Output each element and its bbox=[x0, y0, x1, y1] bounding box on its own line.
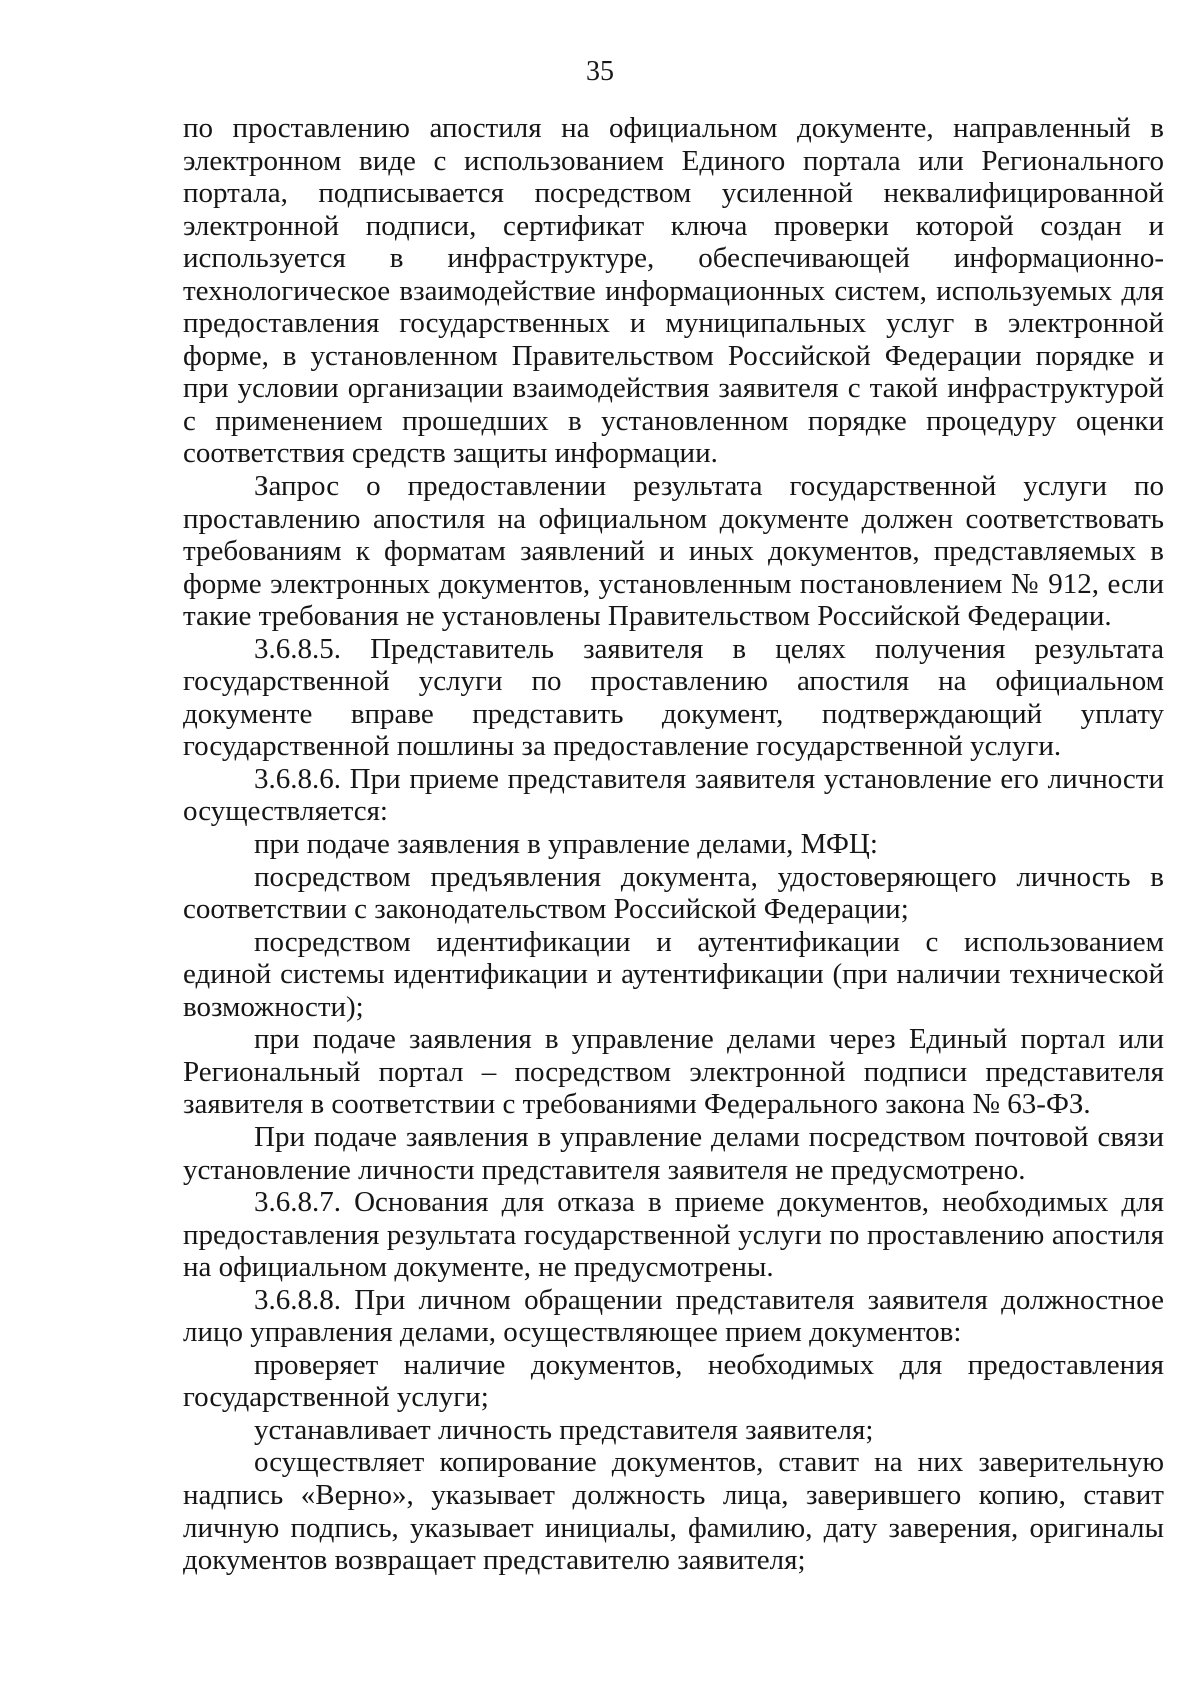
paragraph-3-6-8-6: 3.6.8.6. При приеме представителя заявителя установление его личности осуществляется: bbox=[183, 762, 1164, 828]
paragraph-copying-documents: осуществляет копирование документов, ставит на них заверительную надпись «Верно», указывает должность лица, заверившего копию, ставит личную подпись, указывает инициалы, фамилию, дату заверения, оригиналы документов возвращает представителю заявителя; bbox=[183, 1446, 1164, 1577]
paragraph-checks-documents: проверяет наличие документов, необходимых для предоставления государственной услуги; bbox=[183, 1348, 1164, 1414]
paragraph-submission-mfc: при подаче заявления в управление делами, МФЦ: bbox=[254, 828, 878, 861]
paragraph-3-6-8-5: 3.6.8.5. Представитель заявителя в целях получения результата государственной услуги по проставлению апостиля на официальном документе вправе представить документ, подтверждающий уплату государственной пошлины за предоставление государственной услуги. bbox=[183, 632, 1164, 763]
paragraph-establishes-identity: устанавливает личность представителя заявителя; bbox=[254, 1413, 874, 1446]
paragraph-identity-document: посредством предъявления документа, удостоверяющего личность в соответствии с законодательством Российской Федерации; bbox=[183, 860, 1164, 926]
paragraph-request-format: Запрос о предоставлении результата государственной услуги по проставлению апостиля на официальном документе должен соответствовать требованиям к форматам заявлений и иных документов, представляемых в форме электронных документов, установленным постановлением № 912, если такие требования не установлены Правительством Российской Федерации. bbox=[183, 470, 1164, 633]
paragraph-identification-system: посредством идентификации и аутентификации с использованием единой системы идентификации и аутентификации (при наличии технической возможности); bbox=[183, 925, 1164, 1023]
paragraph-3-6-8-7: 3.6.8.7. Основания для отказа в приеме документов, необходимых для предоставления результата государственной услуги по проставлению апостиля на официальном документе, не предусмотрены. bbox=[183, 1186, 1164, 1284]
paragraph-electronic-signature: при подаче заявления в управление делами через Единый портал или Региональный портал – посредством электронной подписи представителя заявителя в соответствии с требованиями Федерального закона № 63-ФЗ. bbox=[183, 1023, 1164, 1121]
paragraph-postal-submission: При подаче заявления в управление делами посредством почтовой связи установление личности представителя заявителя не предусмотрено. bbox=[183, 1120, 1164, 1186]
paragraph-3-6-8-8: 3.6.8.8. При личном обращении представителя заявителя должностное лицо управления делами, осуществляющее прием документов: bbox=[183, 1283, 1164, 1349]
paragraph-signature-requirements: по проставлению апостиля на официальном документе, направленный в электронном виде с использованием Единого портала или Регионального портала, подписывается посредством усиленной неквалифицированной электронной подписи, сертификат ключа проверки которой создан и используется в инфраструктуре, обеспечивающей информационно-технологическое взаимодействие информационных систем, используемых для предоставления государственных и муниципальных услуг в электронной форме, в установленном Правительством Российской Федерации порядке и при условии организации взаимодействия заявителя с такой инфраструктурой с применением прошедших в установленном порядке процедуру оценки соответствия средств защиты информации. bbox=[183, 112, 1164, 470]
document-body bbox=[183, 112, 1164, 1577]
page-number: 35 bbox=[586, 56, 614, 87]
